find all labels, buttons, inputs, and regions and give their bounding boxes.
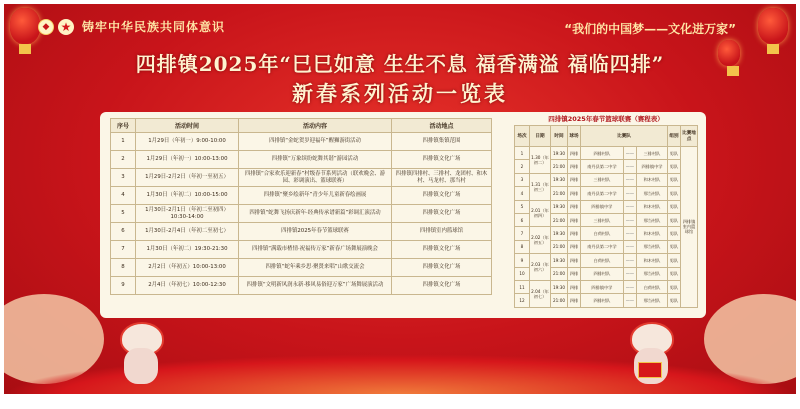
table-cell: 和木村队: [637, 200, 668, 213]
table-cell: 四排: [568, 160, 581, 173]
table-cell: 3: [515, 173, 530, 186]
table-cell: 三排村队: [637, 147, 668, 160]
table-cell: ——: [623, 160, 636, 173]
table-cell: 男队: [668, 280, 681, 293]
table-cell: 四排村队: [581, 147, 624, 160]
table-cell: ——: [623, 240, 636, 253]
col-header-content: 活动内容: [239, 119, 392, 133]
table-cell: 四排镇文化广场: [392, 205, 492, 223]
table-cell: 19:30: [551, 280, 568, 293]
table-cell: 19:30: [551, 173, 568, 186]
table-cell: ——: [623, 213, 636, 226]
table-cell: 三排村队: [581, 213, 624, 226]
content-panel: [100, 112, 706, 318]
table-row: [515, 280, 698, 293]
col-header-index: 序号: [111, 119, 136, 133]
bb-header-court: 球场: [568, 126, 581, 147]
activities-table: [110, 118, 492, 295]
table-cell: ——: [623, 267, 636, 280]
table-cell: 2.04（年初七）: [530, 280, 551, 307]
col-header-location: 活动地点: [392, 119, 492, 133]
table-cell: 四排: [568, 213, 581, 226]
table-cell: 四排镇“合家欢乐迎新春”村级春节系列活动（联欢晚会、游园、彩调演出、篮球联赛）: [239, 169, 392, 187]
basketball-table: [514, 125, 698, 308]
table-row: [515, 200, 698, 213]
table-cell: 和木村队: [637, 173, 668, 186]
table-cell: 男队: [668, 160, 681, 173]
table-cell: 7: [515, 227, 530, 240]
table-cell: 四排镇“金蛇贺岁迎福年”醒狮游街活动: [239, 133, 392, 151]
activities-header-row: [111, 119, 492, 133]
table-cell: 5: [111, 205, 136, 223]
lion-mascot-right: [624, 322, 676, 388]
table-cell: 那当村队: [637, 294, 668, 307]
table-cell: 11: [515, 280, 530, 293]
table-cell: 6: [515, 213, 530, 226]
table-cell: 1: [111, 133, 136, 151]
table-cell: 1.30（年初二）: [530, 147, 551, 174]
table-cell: ——: [623, 294, 636, 307]
table-cell: 四排镇室内篮球馆: [392, 223, 492, 241]
table-cell: 2.02（年初五）: [530, 227, 551, 254]
table-cell: 四排: [568, 240, 581, 253]
col-header-time: 活动时间: [136, 119, 239, 133]
table-cell: 2: [111, 151, 136, 169]
table-cell: 男队: [668, 187, 681, 200]
table-cell: 四排: [568, 267, 581, 280]
table-row: [111, 205, 492, 223]
table-cell: 2.03（年初六）: [530, 254, 551, 281]
bb-header-venue: 比赛地点: [681, 126, 698, 147]
table-cell: 1月30日（年初二）10:00-15:00: [136, 187, 239, 205]
table-cell: 21:00: [551, 187, 568, 200]
table-cell: 2.01（年初四）: [530, 200, 551, 227]
table-cell: 南丹县第二中学: [581, 240, 624, 253]
lion-body-icon: [124, 348, 158, 384]
table-cell: 南丹县第二中学: [581, 160, 624, 173]
table-cell: ——: [623, 147, 636, 160]
table-cell: 1月30日（年初二）19:30-21:30: [136, 241, 239, 259]
table-cell: 四排: [568, 254, 581, 267]
table-cell: 9: [111, 277, 136, 295]
table-cell: 1月29日-2月2日（年初一至初五）: [136, 169, 239, 187]
table-cell: 19:30: [551, 200, 568, 213]
table-cell: ——: [623, 173, 636, 186]
table-cell: 19:30: [551, 254, 568, 267]
table-cell: 1: [515, 147, 530, 160]
table-cell: ——: [623, 254, 636, 267]
table-cell: 四排: [568, 294, 581, 307]
table-cell: ——: [623, 200, 636, 213]
table-cell: 4: [515, 187, 530, 200]
emblem-icon: ◆: [38, 19, 54, 35]
table-cell: 四排: [568, 227, 581, 240]
table-row: [111, 187, 492, 205]
table-cell: 1月30日-2月4日（年初二至初七）: [136, 223, 239, 241]
slogan-left-group: [38, 18, 225, 35]
table-cell: 四排镇“蛇年乘乡思·聚贤来唱”山歌交流会: [239, 259, 392, 277]
table-cell: 四排镇文化广场: [392, 277, 492, 295]
table-cell: 4: [111, 187, 136, 205]
table-cell: 1.31（年初三）: [530, 173, 551, 200]
poster: [4, 4, 796, 394]
table-cell: 6: [111, 223, 136, 241]
table-cell: 那当村队: [637, 187, 668, 200]
table-cell: 四排镇室内篮球馆: [681, 147, 698, 308]
basketball-header-row: [515, 126, 698, 147]
table-cell: 19:30: [551, 227, 568, 240]
slogan-right: “我们的中国梦——文化进万家”: [564, 22, 736, 36]
table-cell: 白荷村队: [581, 254, 624, 267]
table-cell: 四排: [568, 147, 581, 160]
table-cell: 5: [515, 200, 530, 213]
star-icon: ★: [58, 19, 74, 35]
table-row: [515, 227, 698, 240]
table-cell: 四排镇2025年春节篮球联赛: [239, 223, 392, 241]
page-subtitle: 新春系列活动一览表: [292, 81, 508, 106]
bb-header-match: 场次: [515, 126, 530, 147]
table-cell: 男队: [668, 254, 681, 267]
table-cell: 男队: [668, 267, 681, 280]
lion-mascot-left: [114, 322, 166, 388]
table-row: [111, 169, 492, 187]
table-cell: 8: [111, 259, 136, 277]
table-cell: 四排镇文化广场: [392, 259, 492, 277]
table-cell: 四排镇文化广场: [392, 151, 492, 169]
table-cell: 四排镇“万象缤纷蛇舞其谐”游园活动: [239, 151, 392, 169]
table-cell: 8: [515, 240, 530, 253]
table-cell: 四排镇四排村、三排村、龙团村、和木村、马龙村、那当村: [392, 169, 492, 187]
table-cell: 四排镇文化广场: [392, 241, 492, 259]
table-cell: 四排镇“聚乡绘新年”青少年儿童新春绘画展: [239, 187, 392, 205]
table-cell: 2月2日（年初五）10:00-13:00: [136, 259, 239, 277]
table-cell: 四排: [568, 187, 581, 200]
table-row: [111, 277, 492, 295]
bb-header-group: 组别: [668, 126, 681, 147]
table-cell: 四排镇“文明新风润永新·移风易俗迎万家”广场舞展演活动: [239, 277, 392, 295]
table-cell: ——: [623, 187, 636, 200]
lantern-right-icon: [758, 8, 788, 44]
slogan-left: 铸牢中华民族共同体意识: [82, 20, 226, 34]
table-cell: 2: [515, 160, 530, 173]
basketball-schedule: [514, 114, 698, 308]
table-cell: 10: [515, 267, 530, 280]
table-row: [111, 151, 492, 169]
table-cell: 四排: [568, 200, 581, 213]
bb-header-date: 日期: [530, 126, 551, 147]
table-cell: 7: [111, 241, 136, 259]
table-cell: 男队: [668, 294, 681, 307]
table-cell: 四排镇集镇范围: [392, 133, 492, 151]
table-row: [111, 133, 492, 151]
table-cell: 三排村队: [581, 173, 624, 186]
table-cell: 男队: [668, 213, 681, 226]
table-cell: 男队: [668, 200, 681, 213]
table-cell: 21:00: [551, 294, 568, 307]
table-cell: 那当村队: [637, 213, 668, 226]
table-cell: 男队: [668, 147, 681, 160]
table-cell: 男队: [668, 173, 681, 186]
gift-icon: [638, 362, 662, 378]
table-row: [111, 241, 492, 259]
bb-header-time: 时间: [551, 126, 568, 147]
table-row: [111, 259, 492, 277]
table-cell: 1月29日（年初一）10:00-13:00: [136, 151, 239, 169]
table-cell: 那当村队: [637, 240, 668, 253]
table-cell: ——: [623, 227, 636, 240]
table-cell: 四排镇中学: [637, 160, 668, 173]
table-row: [111, 223, 492, 241]
table-cell: 四排镇中学: [581, 200, 624, 213]
table-cell: 2月4日（年初七）10:00-12:30: [136, 277, 239, 295]
table-cell: 四排镇中学: [581, 280, 624, 293]
table-cell: 21:00: [551, 160, 568, 173]
table-cell: 1月29日（年初一）9:00-10:00: [136, 133, 239, 151]
table-cell: 和木村队: [637, 254, 668, 267]
table-cell: 19:30: [551, 147, 568, 160]
table-row: [515, 147, 698, 160]
table-cell: 3: [111, 169, 136, 187]
table-cell: 四排村队: [581, 267, 624, 280]
table-cell: 21:00: [551, 213, 568, 226]
table-cell: 那当村队: [637, 267, 668, 280]
table-cell: 四排镇“蛇舞飞扬庆新年·经典传承谱新篇”彩调汇演活动: [239, 205, 392, 223]
table-cell: 四排村队: [581, 294, 624, 307]
table-cell: 1月30日-2月1日（年初二至初四）10:30-14:00: [136, 205, 239, 223]
table-cell: 21:00: [551, 240, 568, 253]
page-title: 四排镇2025年“巳巳如意 生生不息 福香满溢 福临四排”: [135, 52, 665, 76]
basketball-title: 四排镇2025年春节篮球联赛（赛程表）: [548, 115, 664, 123]
table-cell: 四排: [568, 173, 581, 186]
table-cell: 白荷村队: [581, 227, 624, 240]
table-cell: 9: [515, 254, 530, 267]
table-cell: ——: [623, 280, 636, 293]
table-row: [515, 254, 698, 267]
table-cell: 和木村队: [637, 227, 668, 240]
table-cell: 四排镇文化广场: [392, 187, 492, 205]
table-cell: 白荷村队: [637, 280, 668, 293]
table-cell: 四排镇“满载市楂情·祝福传万家”新春广场舞展演晚会: [239, 241, 392, 259]
lantern-left-icon: [10, 8, 40, 44]
table-cell: 12: [515, 294, 530, 307]
table-cell: 南丹县第二中学: [581, 187, 624, 200]
table-cell: 21:00: [551, 267, 568, 280]
table-cell: 男队: [668, 240, 681, 253]
table-cell: 男队: [668, 227, 681, 240]
bb-header-teams: 比赛队: [581, 126, 668, 147]
table-cell: 四排: [568, 280, 581, 293]
table-row: [515, 173, 698, 186]
